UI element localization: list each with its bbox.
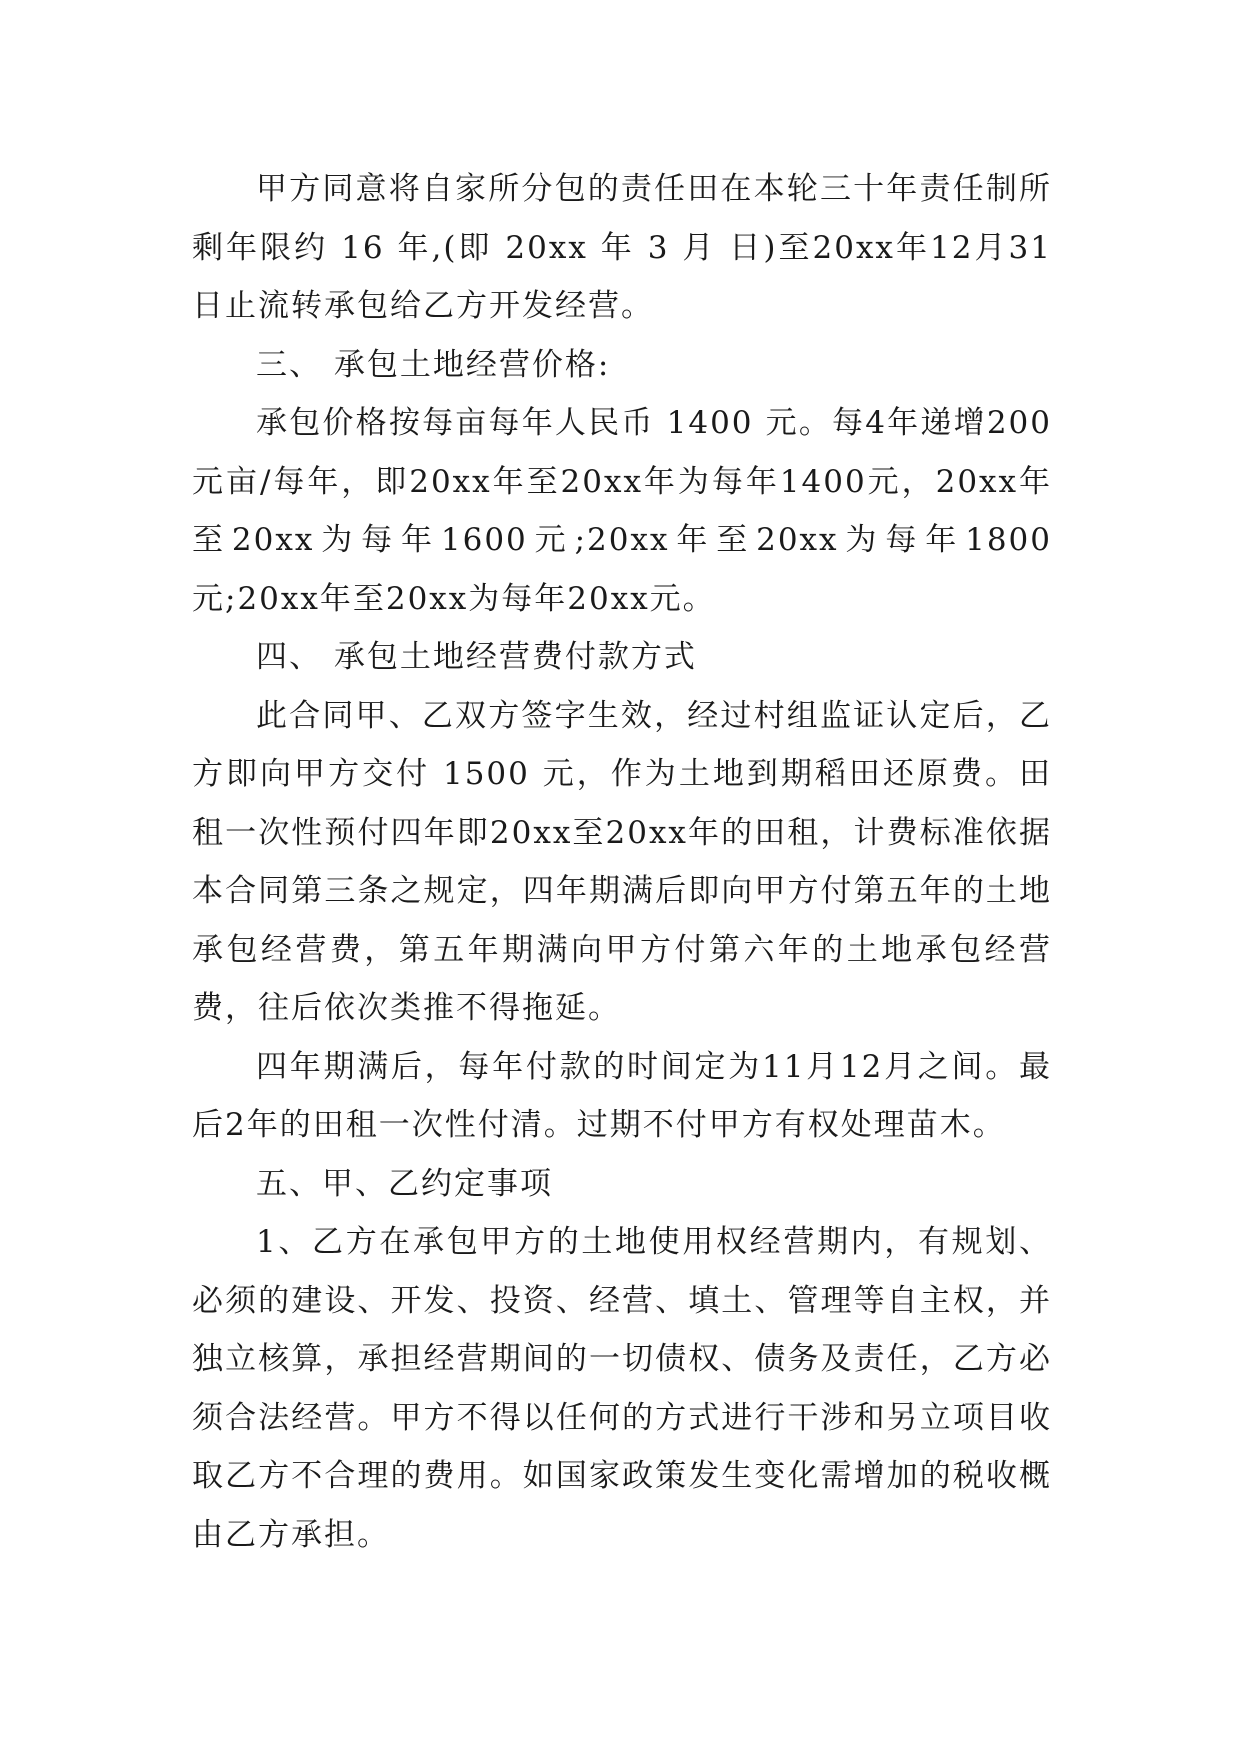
section-heading-4: 四、 承包土地经营费付款方式 xyxy=(256,639,697,675)
paragraph-price: 承包价格按每亩每年人民币 1400 元。每4年递增200元亩/每年，即20xx年至20xx年为每年1400元，20xx年至20xx为每年1600元;20xx年至20xx为每年1800元;20xx年至20xx为每年20xx元。 xyxy=(192,405,1052,617)
section-heading-3: 三、 承包土地经营价格: xyxy=(256,346,611,383)
paragraph-payment-schedule: 四年期满后，每年付款的时间定为11月12月之间。最后2年的田租一次性付清。过期不付甲方有权处理苗木。 xyxy=(192,1048,1052,1143)
paragraph-agreement-item-1: 1、乙方在承包甲方的土地使用权经营期内，有规划、必须的建设、开发、投资、经营、填土、管理等自主权，并独立核算，承担经营期间的一切债权、债务及责任，乙方必须合法经营。甲方不得以任何的方式进行干涉和另立项目收取乙方不合理的费用。如国家政策发生变化需增加的税收概由乙方承担。 xyxy=(192,1224,1052,1553)
section-heading-5: 五、甲、乙约定事项 xyxy=(256,1165,553,1202)
document-body xyxy=(192,160,1052,1564)
paragraph-term-of-contract: 甲方同意将自家所分包的责任田在本轮三十年责任制所剩年限约 16 年,(即 20xx 年 3 月 日)至20xx年12月31日止流转承包给乙方开发经营。 xyxy=(192,171,1052,324)
paragraph-payment: 此合同甲、乙双方签字生效，经过村组监证认定后，乙方即向甲方交付 1500 元，作为土地到期稻田还原费。田租一次性预付四年即20xx至20xx年的田租，计费标准依据本合同第三条之规定，四年期满后即向甲方付第五年的土地承包经营费，第五年期满向甲方付第六年的土地承包经营费，往后依次类推不得拖延。 xyxy=(192,697,1052,1026)
